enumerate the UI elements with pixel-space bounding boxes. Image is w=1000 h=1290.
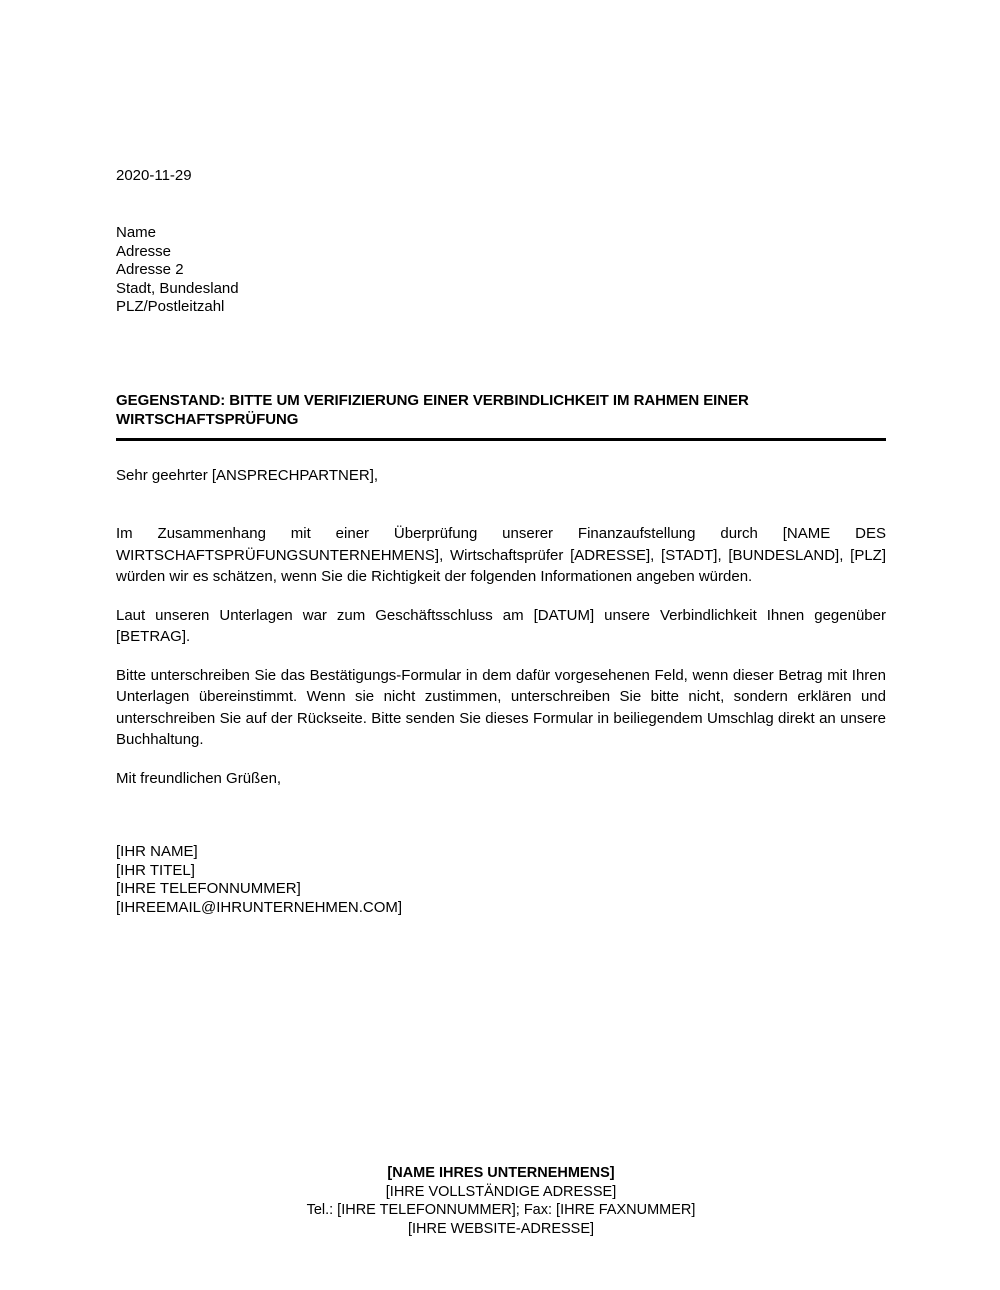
recipient-address-block <box>116 224 239 317</box>
signature-name: [IHR NAME] <box>116 843 198 860</box>
body-paragraph: Laut unseren Unterlagen war zum Geschäftsschluss am [DATUM] unsere Verbindlichkeit Ihnen gegenüber [BETRAG]. <box>116 606 886 645</box>
subject-heading: GEGENSTAND: BITTE UM VERIFIZIERUNG EINER VERBINDLICHKEIT IM RAHMEN EINER WIRTSCHAFTSPRÜFUNG <box>116 392 749 428</box>
signature-email: [IHREEMAIL@IHRUNTERNEHMEN.COM] <box>116 898 403 916</box>
body-paragraph: Bitte unterschreiben Sie das Bestätigungs-Formular in dem dafür vorgesehenen Feld, wenn dieser Betrag mit Ihren Unterlagen übereinstimmt. Wenn sie nicht zustimmen, unterschreiben Sie bitte nicht, sondern erklären und unterschreiben Sie auf der Rückseite. Bitte senden Sie dieses Formular in beiliegendem Umschlag direkt an unsere Buchhaltung. <box>116 666 886 748</box>
recipient-postal-code: PLZ/Postleitzahl <box>116 298 225 316</box>
footer-company-name: [NAME IHRES UNTERNEHMENS] <box>387 1165 615 1181</box>
closing-salutation: Mit freundlichen Grüßen, <box>116 769 282 787</box>
recipient-address-2: Adresse 2 <box>116 261 184 279</box>
letter-date: 2020-11-29 <box>116 167 192 184</box>
signature-block <box>116 843 402 917</box>
recipient-city-state: Stadt, Bundesland <box>116 279 239 297</box>
footer-address: [IHRE VOLLSTÄNDIGE ADRESSE] <box>385 1183 617 1200</box>
page-footer <box>116 1164 886 1238</box>
footer-contact: Tel.: [IHRE TELEFONNUMMER]; Fax: [IHRE FAXNUMMER] <box>306 1202 696 1219</box>
subject-divider <box>116 438 886 441</box>
recipient-address-1: Adresse <box>116 242 172 260</box>
footer-website: [IHRE WEBSITE-ADRESSE] <box>407 1220 595 1237</box>
salutation: Sehr geehrter [ANSPRECHPARTNER], <box>116 467 379 484</box>
signature-phone: [IHRE TELEFONNUMMER] <box>116 880 301 898</box>
signature-title: [IHR TITEL] <box>116 861 195 879</box>
recipient-name: Name <box>116 224 157 241</box>
body-paragraph: Im Zusammenhang mit einer Überprüfung unserer Finanzaufstellung durch [NAME DES WIRTSCHAFTSPRÜFUNGSUNTERNEHMENS], Wirtschaftsprüfer [ADRESSE], [STADT], [BUNDESLAND], [PLZ] würden wir es schätzen, wenn Sie die Richtigkeit der folgenden Informationen angeben würden. <box>116 525 886 585</box>
subject-block <box>116 391 886 441</box>
letter-body <box>116 523 886 789</box>
